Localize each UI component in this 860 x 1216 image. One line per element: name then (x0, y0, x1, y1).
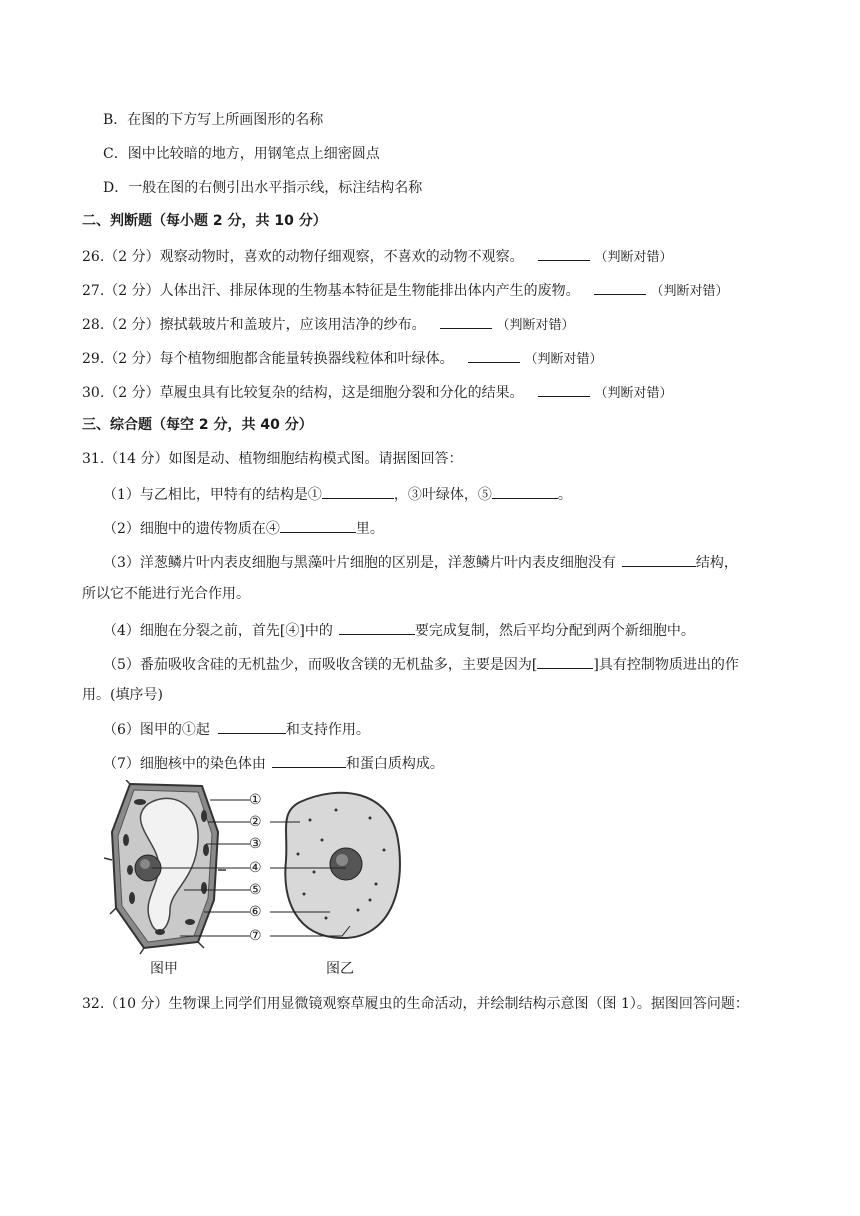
judge-item-text: 29.（2 分）每个植物细胞都含能量转换器线粒体和叶绿体。 (82, 351, 454, 367)
judge-item-text: 26.（2 分）观察动物时，喜欢的动物仔细观察，不喜欢的动物不观察。 (82, 249, 524, 265)
caption-animal-cell: 图乙 (326, 961, 354, 977)
q31-part3 (103, 552, 738, 572)
answer-blank[interactable] (218, 719, 286, 734)
answer-blank[interactable] (322, 484, 394, 499)
q31-part6-text-b: 和支持作用。 (285, 722, 370, 738)
q31-part2 (103, 518, 384, 538)
answer-blank[interactable] (594, 280, 646, 295)
option-c: C．图中比较暗的地方，用钢笔点上细密圆点 (103, 146, 380, 162)
q31-part1-text-c: 。 (557, 487, 572, 503)
q31-part5 (103, 654, 739, 674)
judge-tail: （判断对错） (496, 318, 575, 333)
answer-blank[interactable] (537, 654, 593, 669)
option-b: B．在图的下方写上所画图形的名称 (103, 112, 324, 128)
answer-blank[interactable] (280, 518, 356, 533)
q31-part3-cont: 所以它不能进行光合作用。 (82, 586, 250, 602)
label-7: ⑦ (249, 928, 262, 944)
judge-item-28 (82, 314, 575, 335)
answer-blank[interactable] (339, 620, 415, 635)
q31-part6 (103, 719, 370, 739)
q31-part5-text: （5）番茄吸收含硅的无机盐少，而吸收含镁的无机盐多，主要是因为[ (103, 657, 538, 673)
q31-part1-text-b: ，③叶绿体，⑤ (393, 487, 492, 503)
answer-blank[interactable] (468, 348, 520, 363)
q31-part7 (103, 753, 444, 773)
q31-part4 (103, 620, 695, 640)
answer-blank[interactable] (492, 484, 558, 499)
option-d: D．一般在图的右侧引出水平指示线，标注结构名称 (103, 180, 423, 196)
q31-part5-text-b: ]具有控制物质进出的作 (593, 657, 739, 673)
q31-part2-text-b: 里。 (355, 521, 384, 537)
judge-item-26 (82, 246, 673, 267)
q31-part5-cont: 用。(填序号) (82, 687, 163, 703)
q31-part3-text: （3）洋葱鳞片叶内表皮细胞与黑藻叶片细胞的区别是，洋葱鳞片叶内表皮细胞没有 (103, 555, 616, 571)
label-1: ① (249, 792, 262, 808)
judge-tail: （判断对错） (524, 352, 603, 367)
caption-plant-cell: 图甲 (150, 961, 178, 977)
q31-part7-text: （7）细胞核中的染色体由 (103, 756, 266, 772)
q31-part2-text: （2）细胞中的遗传物质在④ (103, 521, 280, 537)
label-4: ④ (249, 860, 262, 876)
judge-tail: （判断对错） (594, 386, 673, 401)
judge-item-29 (82, 348, 603, 369)
animal-cell (285, 793, 400, 938)
q31-stem: 31.（14 分）如图是动、植物细胞结构模式图。请据图回答： (82, 451, 463, 467)
q31-part6-text: （6）图甲的①起 (103, 722, 210, 738)
answer-blank[interactable] (272, 753, 346, 768)
label-2: ② (249, 814, 262, 830)
answer-blank[interactable] (538, 246, 590, 261)
q31-part1 (103, 484, 572, 504)
answer-blank[interactable] (538, 382, 590, 397)
section3-heading: 三、综合题（每空 2 分，共 40 分） (82, 417, 313, 433)
judge-item-text: 27.（2 分）人体出汗、排尿体现的生物基本特征是生物能排出体内产生的废物。 (82, 283, 580, 299)
plant-cell (104, 780, 226, 954)
label-3: ③ (249, 836, 262, 852)
judge-item-text: 30.（2 分）草履虫具有比较复杂的结构，这是细胞分裂和分化的结果。 (82, 385, 524, 401)
judge-item-30 (82, 382, 673, 403)
section2-heading: 二、判断题（每小题 2 分，共 10 分） (82, 213, 327, 229)
answer-blank[interactable] (622, 552, 696, 567)
label-5: ⑤ (249, 882, 262, 898)
q32-stem: 32.（10 分）生物课上同学们用显微镜观察草履虫的生命活动，并绘制结构示意图（图 1）。据图回答问题： (82, 996, 749, 1012)
q31-part3-text-b: 结构， (695, 555, 738, 571)
cell-diagram (100, 780, 420, 980)
q31-part4-text: （4）细胞在分裂之前，首先[④]中的 (103, 623, 333, 639)
judge-item-text: 28.（2 分）擦拭载玻片和盖玻片，应该用洁净的纱布。 (82, 317, 426, 333)
q31-part4-text-b: 要完成复制，然后平均分配到两个新细胞中。 (414, 623, 695, 639)
judge-item-27 (82, 280, 729, 301)
judge-tail: （判断对错） (650, 284, 729, 299)
q31-part1-text: （1）与乙相比，甲特有的结构是① (103, 487, 322, 503)
label-6: ⑥ (249, 904, 262, 920)
answer-blank[interactable] (440, 314, 492, 329)
q31-part7-text-b: 和蛋白质构成。 (345, 756, 444, 772)
judge-tail: （判断对错） (594, 250, 673, 265)
